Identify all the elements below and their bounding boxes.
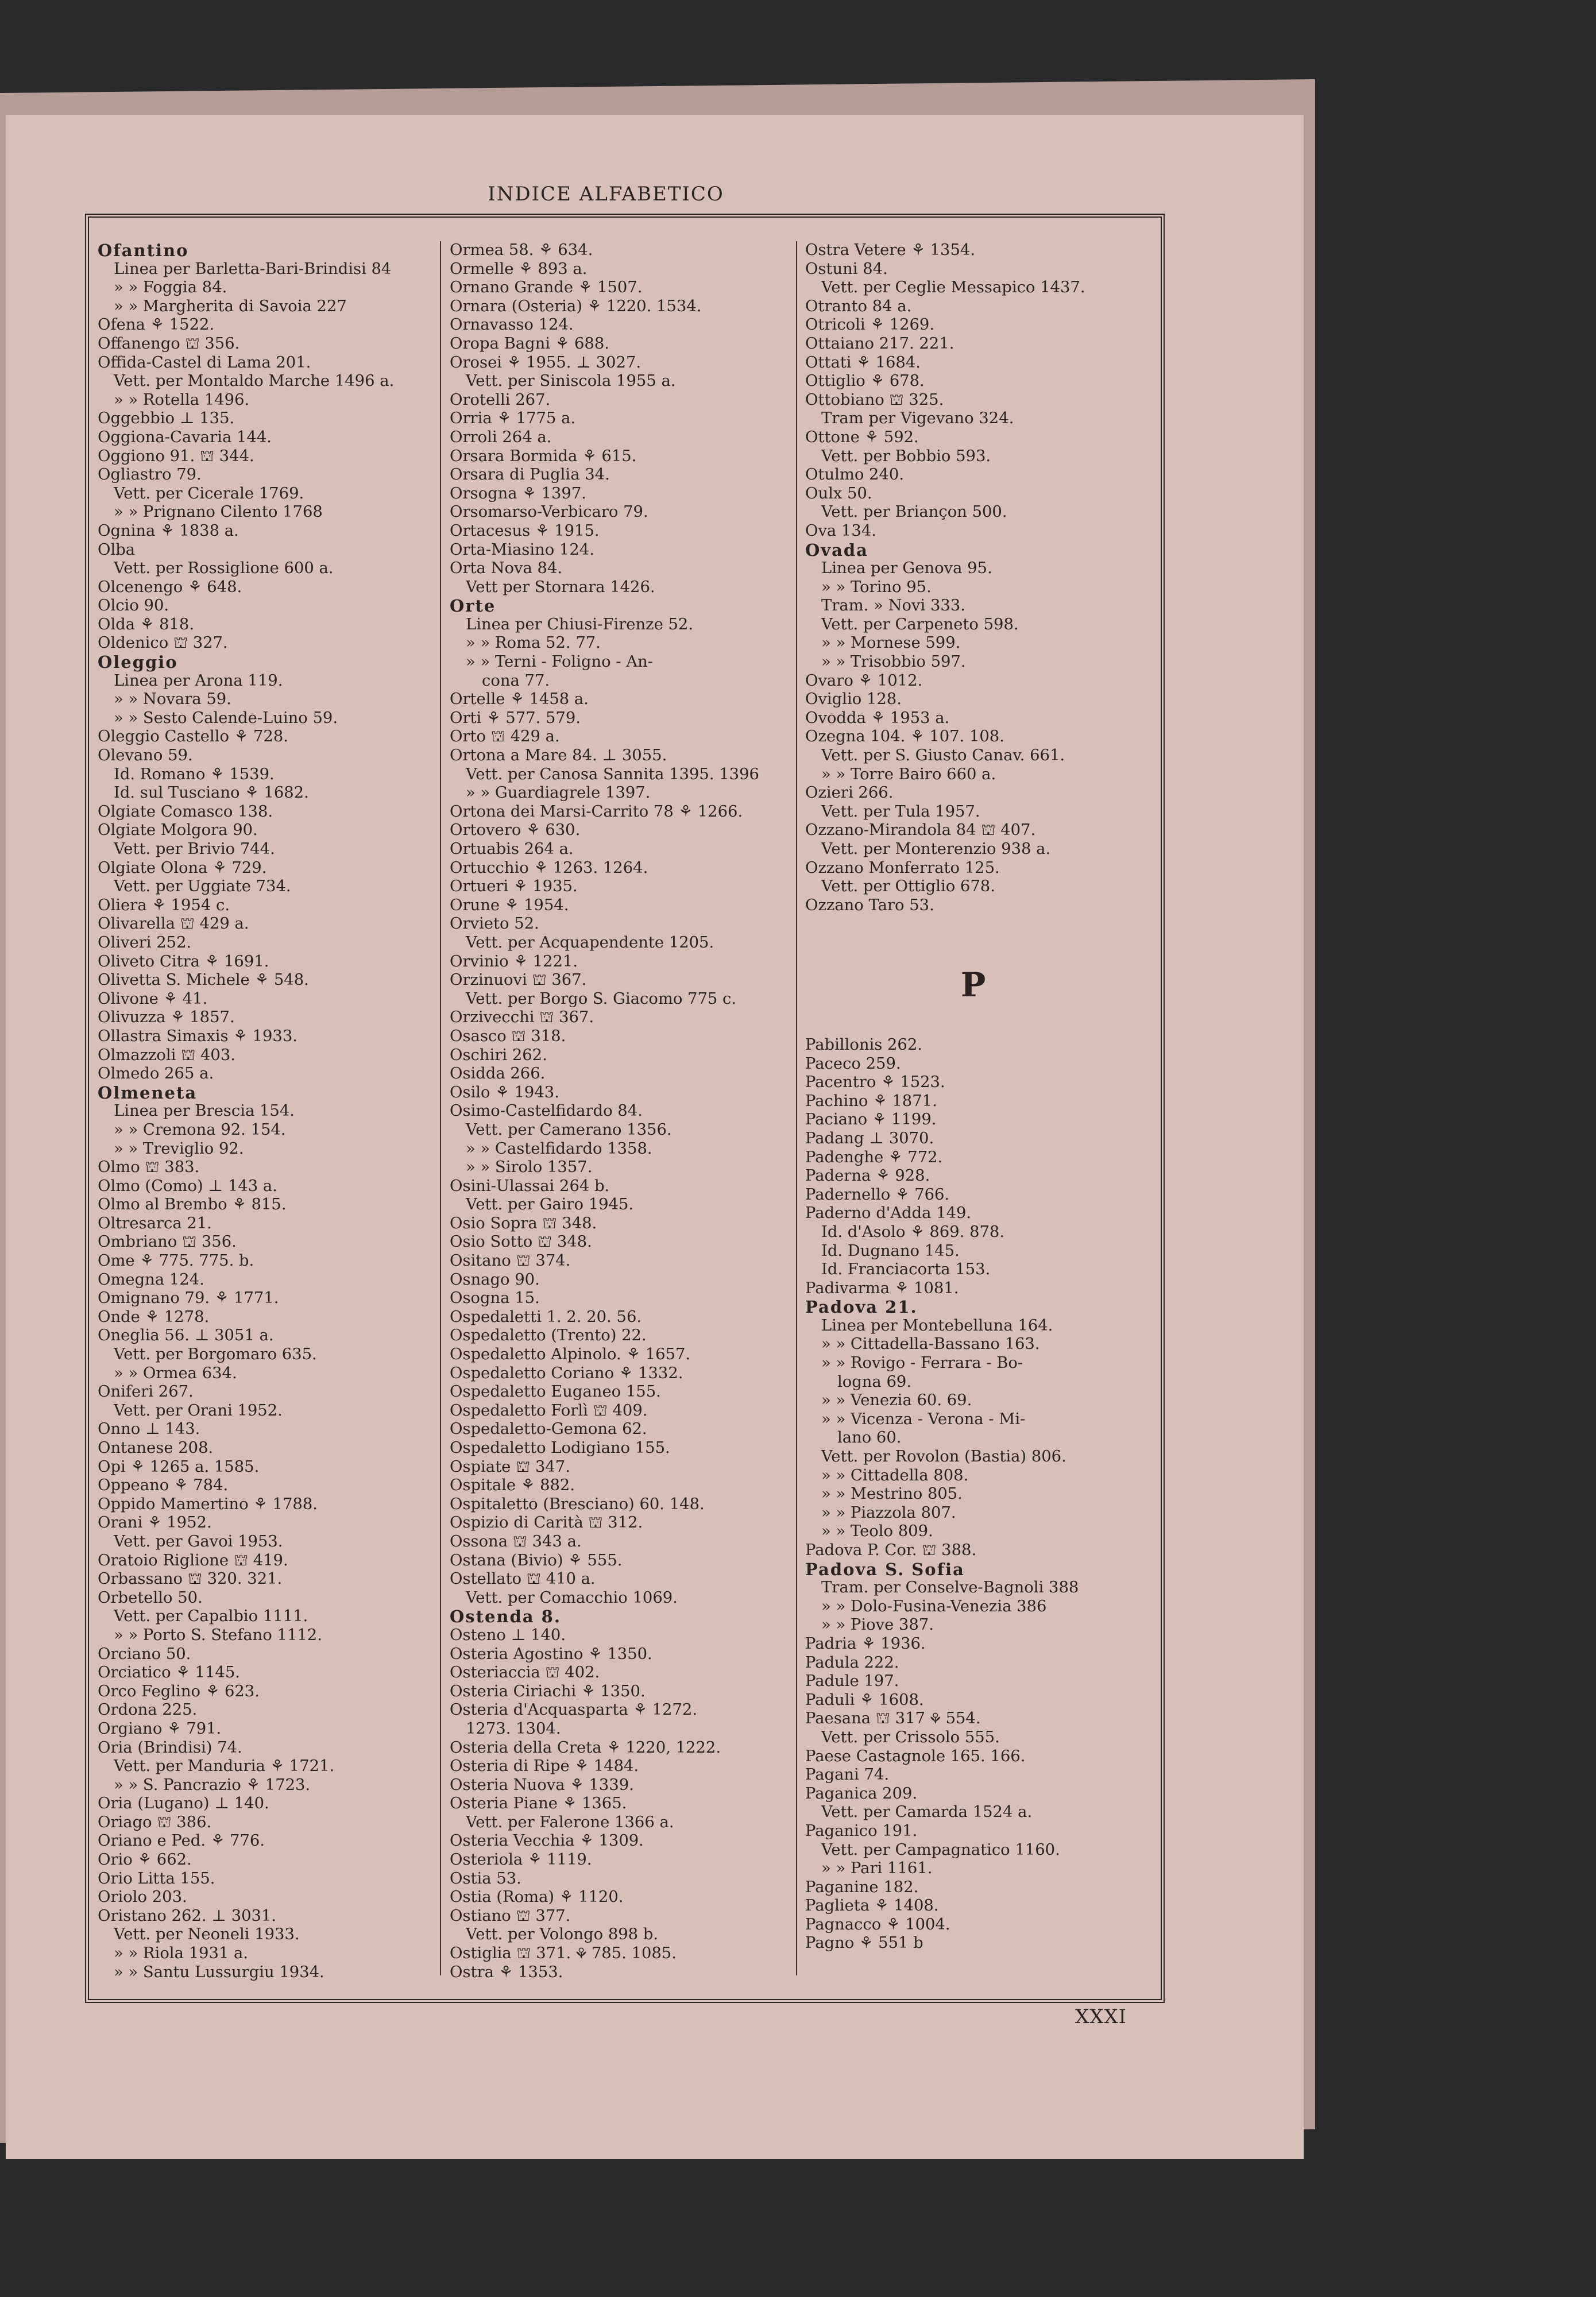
index-entry: Vett. per Uggiate 734.	[114, 877, 291, 896]
index-entry: » » Cremona 92. 154.	[114, 1120, 286, 1139]
index-entry: Ovaro ⚘ 1012.	[805, 671, 923, 690]
index-entry: » » Porto S. Stefano 1112.	[114, 1626, 322, 1644]
index-entry: » » Sirolo 1357.	[466, 1158, 593, 1177]
index-entry: Ortona a Mare 84. ⊥ 3055.	[450, 747, 667, 765]
index-entry: Paesana ⛫ 317 ⚘ 554.	[805, 1710, 981, 1728]
index-column-2	[450, 241, 786, 1982]
index-entry: Vett. per Montaldo Marche 1496 a.	[114, 372, 395, 390]
index-entry: Ormea 58. ⚘ 634.	[450, 241, 593, 259]
index-entry: Olgiate Comasco 138.	[98, 802, 273, 821]
index-entry: Ortacesus ⚘ 1915.	[450, 521, 600, 540]
index-entry: Osini-Ulassai 264 b.	[450, 1177, 610, 1195]
index-entry: Ozzano Taro 53.	[805, 896, 934, 914]
index-entry: Oniferi 267.	[98, 1383, 194, 1401]
index-entry: Vett. per Tula 1957.	[821, 802, 980, 821]
index-entry: Ollastra Simaxis ⚘ 1933.	[98, 1027, 297, 1045]
index-entry: Ova 134.	[805, 521, 876, 540]
index-heading: Ovada	[805, 540, 868, 560]
index-entry: Ospiate ⛫ 347.	[450, 1457, 570, 1476]
index-entry: Vett. per S. Giusto Canav. 661.	[821, 747, 1065, 765]
index-entry: Oria (Lugano) ⊥ 140.	[98, 1795, 269, 1813]
index-entry: Orta Nova 84.	[450, 559, 563, 578]
index-entry: Olivuzza ⚘ 1857.	[98, 1008, 235, 1027]
index-entry: Vett. per Borgo S. Giacomo 775 c.	[466, 989, 737, 1008]
index-entry: Orvieto 52.	[450, 915, 539, 933]
index-entry: Paganico 191.	[805, 1822, 918, 1840]
index-entry: Ortucchio ⚘ 1263. 1264.	[450, 859, 648, 877]
index-entry: Ottiglio ⚘ 678.	[805, 372, 925, 390]
index-entry: Olba	[98, 540, 136, 559]
index-entry: Oleggio Castello ⚘ 728.	[98, 728, 288, 746]
index-entry: » » Mestrino 805.	[821, 1485, 963, 1503]
index-entry: Osnago 90.	[450, 1270, 540, 1289]
index-entry: Ormelle ⚘ 893 a.	[450, 260, 588, 278]
index-entry: Oristano 262. ⊥ 3031.	[98, 1907, 277, 1925]
index-entry: Id. sul Tusciano ⚘ 1682.	[114, 784, 309, 802]
index-entry: Orria ⚘ 1775 a.	[450, 409, 576, 428]
index-entry: Ossona ⛫ 343 a.	[450, 1532, 582, 1550]
index-entry: Id. d'Asolo ⚘ 869. 878.	[821, 1223, 1005, 1241]
index-entry: Osasco ⛫ 318.	[450, 1027, 566, 1045]
index-entry: Osteria Piane ⚘ 1365.	[450, 1795, 627, 1813]
index-entry: Osteria Nuova ⚘ 1339.	[450, 1776, 634, 1794]
index-entry: Linea per Montebelluna 164.	[821, 1316, 1053, 1335]
index-entry: Osilo ⚘ 1943.	[450, 1083, 559, 1101]
index-entry: Orzivecchi ⛫ 367.	[450, 1008, 594, 1027]
index-entry: » » Treviglio 92.	[114, 1139, 244, 1158]
index-entry: Oltresarca 21.	[98, 1214, 212, 1232]
index-entry: Vett. per Camerano 1356.	[466, 1120, 672, 1139]
index-entry: Padule 197.	[805, 1672, 899, 1691]
index-entry: Ornara (Osteria) ⚘ 1220. 1534.	[450, 297, 702, 315]
index-entry: Orroli 264 a.	[450, 428, 552, 446]
index-entry: Ognina ⚘ 1838 a.	[98, 521, 239, 540]
index-entry: Ostiano ⛫ 377.	[450, 1907, 571, 1925]
index-entry: Otricoli ⚘ 1269.	[805, 316, 935, 334]
index-entry: Vett. per Capalbio 1111.	[114, 1607, 308, 1626]
index-entry: Paduli ⚘ 1608.	[805, 1691, 924, 1709]
index-entry: » » Dolo-Fusina-Venezia 386	[821, 1597, 1047, 1615]
index-entry: Vett. per Gavoi 1953.	[114, 1532, 283, 1550]
index-entry: Linea per Arona 119.	[114, 671, 283, 690]
index-entry: Ostiglia ⛫ 371. ⚘ 785. 1085.	[450, 1944, 677, 1963]
index-entry: Osteria Ciriachi ⚘ 1350.	[450, 1682, 646, 1700]
index-entry: Id. Dugnano 145.	[821, 1242, 960, 1260]
index-entry: Vett. per Comacchio 1069.	[466, 1588, 678, 1607]
index-entry: Vett. per Manduria ⚘ 1721.	[114, 1757, 335, 1776]
index-entry: Osteria della Creta ⚘ 1220, 1222.	[450, 1738, 721, 1757]
index-entry: Ospedaletto Euganeo 155.	[450, 1383, 661, 1401]
index-entry: Vett. per Bobbio 593.	[821, 447, 991, 465]
index-entry: Vett. per Acquapendente 1205.	[466, 933, 714, 952]
index-entry: » » Margherita di Savoia 227	[114, 297, 347, 315]
index-entry: Vett. per Borgomaro 635.	[114, 1345, 317, 1364]
index-entry: Padang ⊥ 3070.	[805, 1129, 934, 1147]
index-entry: Olda ⚘ 818.	[98, 615, 195, 633]
index-entry: » » Castelfidardo 1358.	[466, 1139, 652, 1158]
index-entry: Linea per Genova 95.	[821, 559, 992, 578]
index-entry: Paganica 209.	[805, 1784, 918, 1803]
index-entry: Orzinuovi ⛫ 367.	[450, 971, 587, 989]
index-entry: » » Torre Bairo 660 a.	[821, 765, 996, 783]
index-entry: Osteria Agostino ⚘ 1350.	[450, 1645, 652, 1663]
index-entry: Ortona dei Marsi-Carrito 78 ⚘ 1266.	[450, 802, 743, 821]
index-entry: Ospitaletto (Bresciano) 60. 148.	[450, 1495, 705, 1513]
index-entry: Ottaiano 217. 221.	[805, 334, 954, 353]
index-entry: » » Pari 1161.	[821, 1859, 933, 1878]
index-entry: » » Sesto Calende-Luino 59.	[114, 709, 338, 727]
index-entry: Paciano ⚘ 1199.	[805, 1111, 937, 1129]
index-entry: Ogliastro 79.	[98, 466, 202, 484]
index-entry: Otulmo 240.	[805, 466, 905, 484]
index-entry: Ottone ⚘ 592.	[805, 428, 919, 446]
index-entry: Pagani 74.	[805, 1766, 890, 1784]
index-entry: Ornano Grande ⚘ 1507.	[450, 279, 643, 297]
index-entry: Ostra Vetere ⚘ 1354.	[805, 241, 976, 259]
index-entry: Oggiono 91. ⛫ 344.	[98, 447, 254, 465]
index-entry: Orani ⚘ 1952.	[98, 1514, 212, 1532]
index-entry: Ozieri 266.	[805, 784, 894, 802]
index-entry: Ostellato ⛫ 410 a.	[450, 1570, 596, 1588]
index-entry: Pacentro ⚘ 1523.	[805, 1073, 945, 1092]
index-entry: Olmo ⛫ 383.	[98, 1158, 200, 1177]
index-entry: Paderna ⚘ 928.	[805, 1167, 930, 1185]
index-entry: Vett. per Neoneli 1933.	[114, 1925, 300, 1944]
index-entry: Ositano ⛫ 374.	[450, 1252, 571, 1270]
index-entry: Oliveto Citra ⚘ 1691.	[98, 952, 269, 970]
index-entry: » » Rovigo - Ferrara - Bo-	[821, 1354, 1023, 1372]
index-entry: Oropa Bagni ⚘ 688.	[450, 334, 609, 353]
index-entry: Linea per Barletta-Bari-Brindisi 84	[114, 260, 392, 278]
index-entry: Osimo-Castelfidardo 84.	[450, 1102, 643, 1120]
index-entry: Tram. » Novi 333.	[821, 597, 965, 615]
index-entry: Ospitale ⚘ 882.	[450, 1476, 575, 1495]
index-entry: Vett. per Rossiglione 600 a.	[114, 559, 334, 578]
page-number: XXXI	[1075, 2005, 1127, 2028]
index-entry: Paganine 182.	[805, 1878, 919, 1896]
index-entry: Orotelli 267.	[450, 390, 551, 409]
index-entry: Oppido Mamertino ⚘ 1788.	[98, 1495, 318, 1513]
index-entry: Orio ⚘ 662.	[98, 1851, 192, 1869]
index-entry: Orco Feglino ⚘ 623.	[98, 1682, 260, 1700]
index-entry: Pabillonis 262.	[805, 1035, 922, 1054]
index-heading: Ofantino	[98, 241, 189, 260]
index-entry: Osteria d'Acquasparta ⚘ 1272.	[450, 1701, 698, 1719]
index-entry: » » Terni - Foligno - An-	[466, 653, 653, 671]
index-entry: Ortelle ⚘ 1458 a.	[450, 690, 589, 709]
index-entry: » » Trisobbio 597.	[821, 653, 966, 671]
index-entry: Vett. per Falerone 1366 a.	[466, 1813, 674, 1831]
index-entry: Ospizio di Carità ⛫ 312.	[450, 1514, 643, 1532]
index-entry: » » Guardiagrele 1397.	[466, 784, 651, 802]
index-entry: Olivarella ⛫ 429 a.	[98, 915, 249, 933]
index-entry: cona 77.	[482, 671, 550, 690]
index-entry: Oria (Brindisi) 74.	[98, 1738, 242, 1757]
index-entry: Ozegna 104. ⚘ 107. 108.	[805, 728, 1004, 746]
index-entry: Orciatico ⚘ 1145.	[98, 1664, 240, 1682]
index-entry: Paceco 259.	[805, 1054, 901, 1073]
index-entry: Ozzano Monferrato 125.	[805, 859, 1000, 877]
index-entry: Paglieta ⚘ 1408.	[805, 1897, 939, 1915]
index-entry: Linea per Brescia 154.	[114, 1102, 295, 1120]
index-entry: Vett. per Crissolo 555.	[821, 1728, 1000, 1746]
index-entry: Omignano 79. ⚘ 1771.	[98, 1289, 279, 1308]
index-entry: Orsara Bormida ⚘ 615.	[450, 447, 637, 465]
index-entry: Vett. per Gairo 1945.	[466, 1196, 634, 1214]
index-entry: Ofena ⚘ 1522.	[98, 316, 215, 334]
index-entry: Oratoio Riglione ⛫ 419.	[98, 1551, 288, 1569]
index-entry: » » Ormea 634.	[114, 1364, 237, 1382]
index-entry: logna 69.	[837, 1372, 912, 1391]
index-entry: Ome ⚘ 775. 775. b.	[98, 1252, 254, 1270]
index-entry: Oulx 50.	[805, 484, 872, 502]
index-entry: » » Torino 95.	[821, 578, 932, 596]
index-entry: Orsara di Puglia 34.	[450, 466, 610, 484]
index-entry: Paese Castagnole 165. 166.	[805, 1747, 1026, 1765]
index-entry: » » Cittadella 808.	[821, 1466, 969, 1484]
section-letter: P	[960, 965, 986, 1004]
index-entry: Osteriaccia ⛫ 402.	[450, 1664, 600, 1682]
index-heading: Ostenda 8.	[450, 1607, 561, 1626]
index-entry: Vett. per Briançon 500.	[821, 503, 1007, 521]
index-entry: Orvinio ⚘ 1221.	[450, 952, 578, 970]
index-entry: Osteno ⊥ 140.	[450, 1626, 566, 1644]
index-entry: Ostana (Bivio) ⚘ 555.	[450, 1551, 623, 1569]
index-entry: Oriago ⛫ 386.	[98, 1813, 212, 1831]
index-entry: Osidda 266.	[450, 1065, 546, 1083]
index-entry: Padivarma ⚘ 1081.	[805, 1279, 959, 1297]
index-entry: Vett. per Campagnatico 1160.	[821, 1840, 1060, 1859]
index-entry: Onno ⊥ 143.	[98, 1420, 200, 1438]
index-entry: » » Cittadella-Bassano 163.	[821, 1335, 1040, 1354]
index-heading: Orte	[450, 597, 496, 616]
index-entry: » » Teolo 809.	[821, 1522, 933, 1541]
index-entry: Omegna 124.	[98, 1270, 204, 1289]
index-entry: Paderno d'Adda 149.	[805, 1204, 972, 1223]
index-entry: Ostuni 84.	[805, 260, 888, 278]
index-entry: Orio Litta 155.	[98, 1869, 215, 1888]
index-entry: » » Piazzola 807.	[821, 1503, 956, 1522]
index-entry: Oviglio 128.	[805, 690, 902, 709]
index-entry: Ostra ⚘ 1353.	[450, 1963, 563, 1981]
index-entry: Ostia 53.	[450, 1869, 521, 1888]
index-entry: Offida-Castel di Lama 201.	[98, 353, 311, 372]
index-entry: Linea per Chiusi-Firenze 52.	[466, 615, 694, 633]
index-entry: Olmo (Como) ⊥ 143 a.	[98, 1177, 277, 1195]
index-entry: Orsomarso-Verbicaro 79.	[450, 503, 648, 521]
index-heading: Olmeneta	[98, 1083, 198, 1103]
index-entry: Vett. per Carpeneto 598.	[821, 615, 1019, 633]
index-entry: Padula 222.	[805, 1653, 899, 1672]
index-entry: Olgiate Olona ⚘ 729.	[98, 859, 267, 877]
index-entry: Orbassano ⛫ 320. 321.	[98, 1570, 283, 1588]
index-entry: Ottobiano ⛫ 325.	[805, 390, 944, 409]
index-entry: » » Piove 387.	[821, 1616, 934, 1634]
index-entry: Padova P. Cor. ⛫ 388.	[805, 1541, 977, 1559]
index-entry: Ospedaletto-Gemona 62.	[450, 1420, 647, 1438]
index-entry: Oschiri 262.	[450, 1046, 547, 1064]
index-entry: Pachino ⚘ 1871.	[805, 1092, 937, 1110]
index-heading: Oleggio	[98, 653, 178, 672]
index-entry: » » Mornese 599.	[821, 634, 961, 652]
index-entry: » » Vicenza - Verona - Mi-	[821, 1410, 1026, 1428]
index-entry: Oppeano ⚘ 784.	[98, 1476, 229, 1495]
page-header: INDICE ALFABETICO	[488, 183, 724, 206]
index-entry: Orbetello 50.	[98, 1588, 203, 1607]
index-entry: » » Prignano Cilento 1768	[114, 503, 323, 521]
index-entry: Olcenengo ⚘ 648.	[98, 578, 242, 596]
index-entry: Padenghe ⚘ 772.	[805, 1148, 943, 1166]
index-entry: Oggiona-Cavaria 144.	[98, 428, 272, 446]
index-entry: lano 60.	[837, 1429, 902, 1447]
index-entry: Ombriano ⛫ 356.	[98, 1233, 237, 1251]
index-entry: Id. Romano ⚘ 1539.	[114, 765, 275, 783]
index-entry: Oriano e Ped. ⚘ 776.	[98, 1832, 265, 1850]
index-entry: Orosei ⚘ 1955. ⊥ 3027.	[450, 353, 642, 372]
index-entry: Orune ⚘ 1954.	[450, 896, 569, 914]
index-entry: Oggebbio ⊥ 135.	[98, 409, 235, 428]
index-entry: » » Venezia 60. 69.	[821, 1391, 972, 1410]
index-entry: Olevano 59.	[98, 747, 193, 765]
index-entry: Osteria Vecchia ⚘ 1309.	[450, 1832, 644, 1850]
index-entry: » » Rotella 1496.	[114, 390, 250, 409]
index-column-1	[98, 241, 431, 1982]
index-entry: Onde ⚘ 1278.	[98, 1308, 210, 1326]
index-entry: Pagno ⚘ 551 b	[805, 1934, 923, 1952]
index-entry: Osio Sopra ⛫ 348.	[450, 1214, 597, 1232]
index-entry: » » Santu Lussurgiu 1934.	[114, 1963, 324, 1981]
index-entry: Ospedaletto (Trento) 22.	[450, 1327, 647, 1345]
index-entry: Vett. per Camarda 1524 a.	[821, 1803, 1033, 1822]
index-entry: » » Novara 59.	[114, 690, 231, 709]
index-entry: » » Roma 52. 77.	[466, 634, 601, 652]
index-entry: Vett. per Ceglie Messapico 1437.	[821, 279, 1085, 297]
index-entry: Oriolo 203.	[98, 1888, 187, 1907]
index-entry: Orsogna ⚘ 1397.	[450, 484, 586, 502]
index-heading: Padova S. Sofia	[805, 1560, 965, 1579]
index-entry: Osteria di Ripe ⚘ 1484.	[450, 1757, 639, 1776]
index-entry: Oneglia 56. ⊥ 3051 a.	[98, 1327, 274, 1345]
index-entry: Orgiano ⚘ 791.	[98, 1719, 222, 1738]
index-entry: Osogna 15.	[450, 1289, 540, 1308]
column-divider	[796, 241, 797, 1975]
index-column-3	[805, 241, 1141, 1953]
index-entry: Ospedaletto Alpinolo. ⚘ 1657.	[450, 1345, 691, 1364]
index-entry: Olivetta S. Michele ⚘ 548.	[98, 971, 309, 989]
index-entry: Vett. per Siniscola 1955 a.	[466, 372, 676, 390]
index-entry: Ortuabis 264 a.	[450, 840, 574, 858]
index-entry: Ospedaletti 1. 2. 20. 56.	[450, 1308, 642, 1326]
index-entry: Vett. per Monterenzio 938 a.	[821, 840, 1051, 858]
index-entry: » » S. Pancrazio ⚘ 1723.	[114, 1776, 311, 1794]
index-entry: Osteriola ⚘ 1119.	[450, 1851, 592, 1869]
index-entry: Vett per Stornara 1426.	[466, 578, 655, 596]
index-entry: Offanengo ⛫ 356.	[98, 334, 240, 353]
index-entry: Orciano 50.	[98, 1645, 191, 1663]
index-entry: Olmo al Brembo ⚘ 815.	[98, 1196, 287, 1214]
index-entry: Padernello ⚘ 766.	[805, 1185, 950, 1204]
index-entry: Vett. per Orani 1952.	[114, 1401, 283, 1420]
index-entry: Vett. per Ottiglio 678.	[821, 877, 995, 896]
index-entry: Ozzano-Mirandola 84 ⛫ 407.	[805, 821, 1036, 840]
index-entry: Ordona 225.	[98, 1701, 198, 1719]
index-entry: Id. Franciacorta 153.	[821, 1260, 991, 1279]
index-entry: Oliera ⚘ 1954 c.	[98, 896, 230, 914]
index-entry: Ottati ⚘ 1684.	[805, 353, 921, 372]
index-entry: Ostia (Roma) ⚘ 1120.	[450, 1888, 624, 1907]
index-entry: Ospedaletto Lodigiano 155.	[450, 1439, 670, 1457]
index-entry: Ospedaletto Forlì ⛫ 409.	[450, 1401, 648, 1420]
index-entry: Ortueri ⚘ 1935.	[450, 877, 578, 896]
index-entry: Vett. per Rovolon (Bastia) 806.	[821, 1448, 1066, 1466]
index-entry: Olmedo 265 a.	[98, 1065, 214, 1083]
index-entry: Osio Sotto ⛫ 348.	[450, 1233, 592, 1251]
index-entry: Otranto 84 a.	[805, 297, 912, 315]
index-entry: Vett. per Canosa Sannita 1395. 1396	[466, 765, 759, 783]
index-entry: Vett. per Cicerale 1769.	[114, 484, 304, 502]
index-entry: Pagnacco ⚘ 1004.	[805, 1915, 950, 1933]
index-entry: Ortovero ⚘ 630.	[450, 821, 581, 840]
index-entry: Olivone ⚘ 41.	[98, 989, 208, 1008]
index-entry: Padria ⚘ 1936.	[805, 1634, 926, 1653]
index-entry: Ospedaletto Coriano ⚘ 1332.	[450, 1364, 683, 1382]
index-entry: Vett. per Brivio 744.	[114, 840, 275, 858]
index-entry: Orta-Miasino 124.	[450, 540, 594, 559]
index-entry: » » Foggia 84.	[114, 279, 227, 297]
index-entry	[805, 915, 1141, 934]
index-entry: Orto ⛫ 429 a.	[450, 728, 560, 746]
index-entry: Opi ⚘ 1265 a. 1585.	[98, 1457, 260, 1476]
index-entry: 1273. 1304.	[466, 1719, 561, 1738]
index-entry: Ornavasso 124.	[450, 316, 574, 334]
index-entry: Olgiate Molgora 90.	[98, 821, 258, 840]
index-entry: Orti ⚘ 577. 579.	[450, 709, 581, 727]
index-heading: Padova 21.	[805, 1298, 918, 1317]
index-entry: Oliveri 252.	[98, 933, 192, 952]
index-entry: Oldenico ⛫ 327.	[98, 634, 228, 652]
index-entry: Ovodda ⚘ 1953 a.	[805, 709, 950, 727]
index-entry: Tram. per Conselve-Bagnoli 388	[821, 1579, 1079, 1597]
index-entry: Vett. per Volongo 898 b.	[466, 1925, 659, 1944]
index-entry: » » Riola 1931 a.	[114, 1944, 249, 1963]
index-entry: Ontanese 208.	[98, 1439, 214, 1457]
index-entry: Tram per Vigevano 324.	[821, 409, 1014, 428]
index-entry: Olcio 90.	[98, 597, 169, 615]
column-divider	[440, 241, 441, 1975]
index-entry: Olmazzoli ⛫ 403.	[98, 1046, 235, 1064]
